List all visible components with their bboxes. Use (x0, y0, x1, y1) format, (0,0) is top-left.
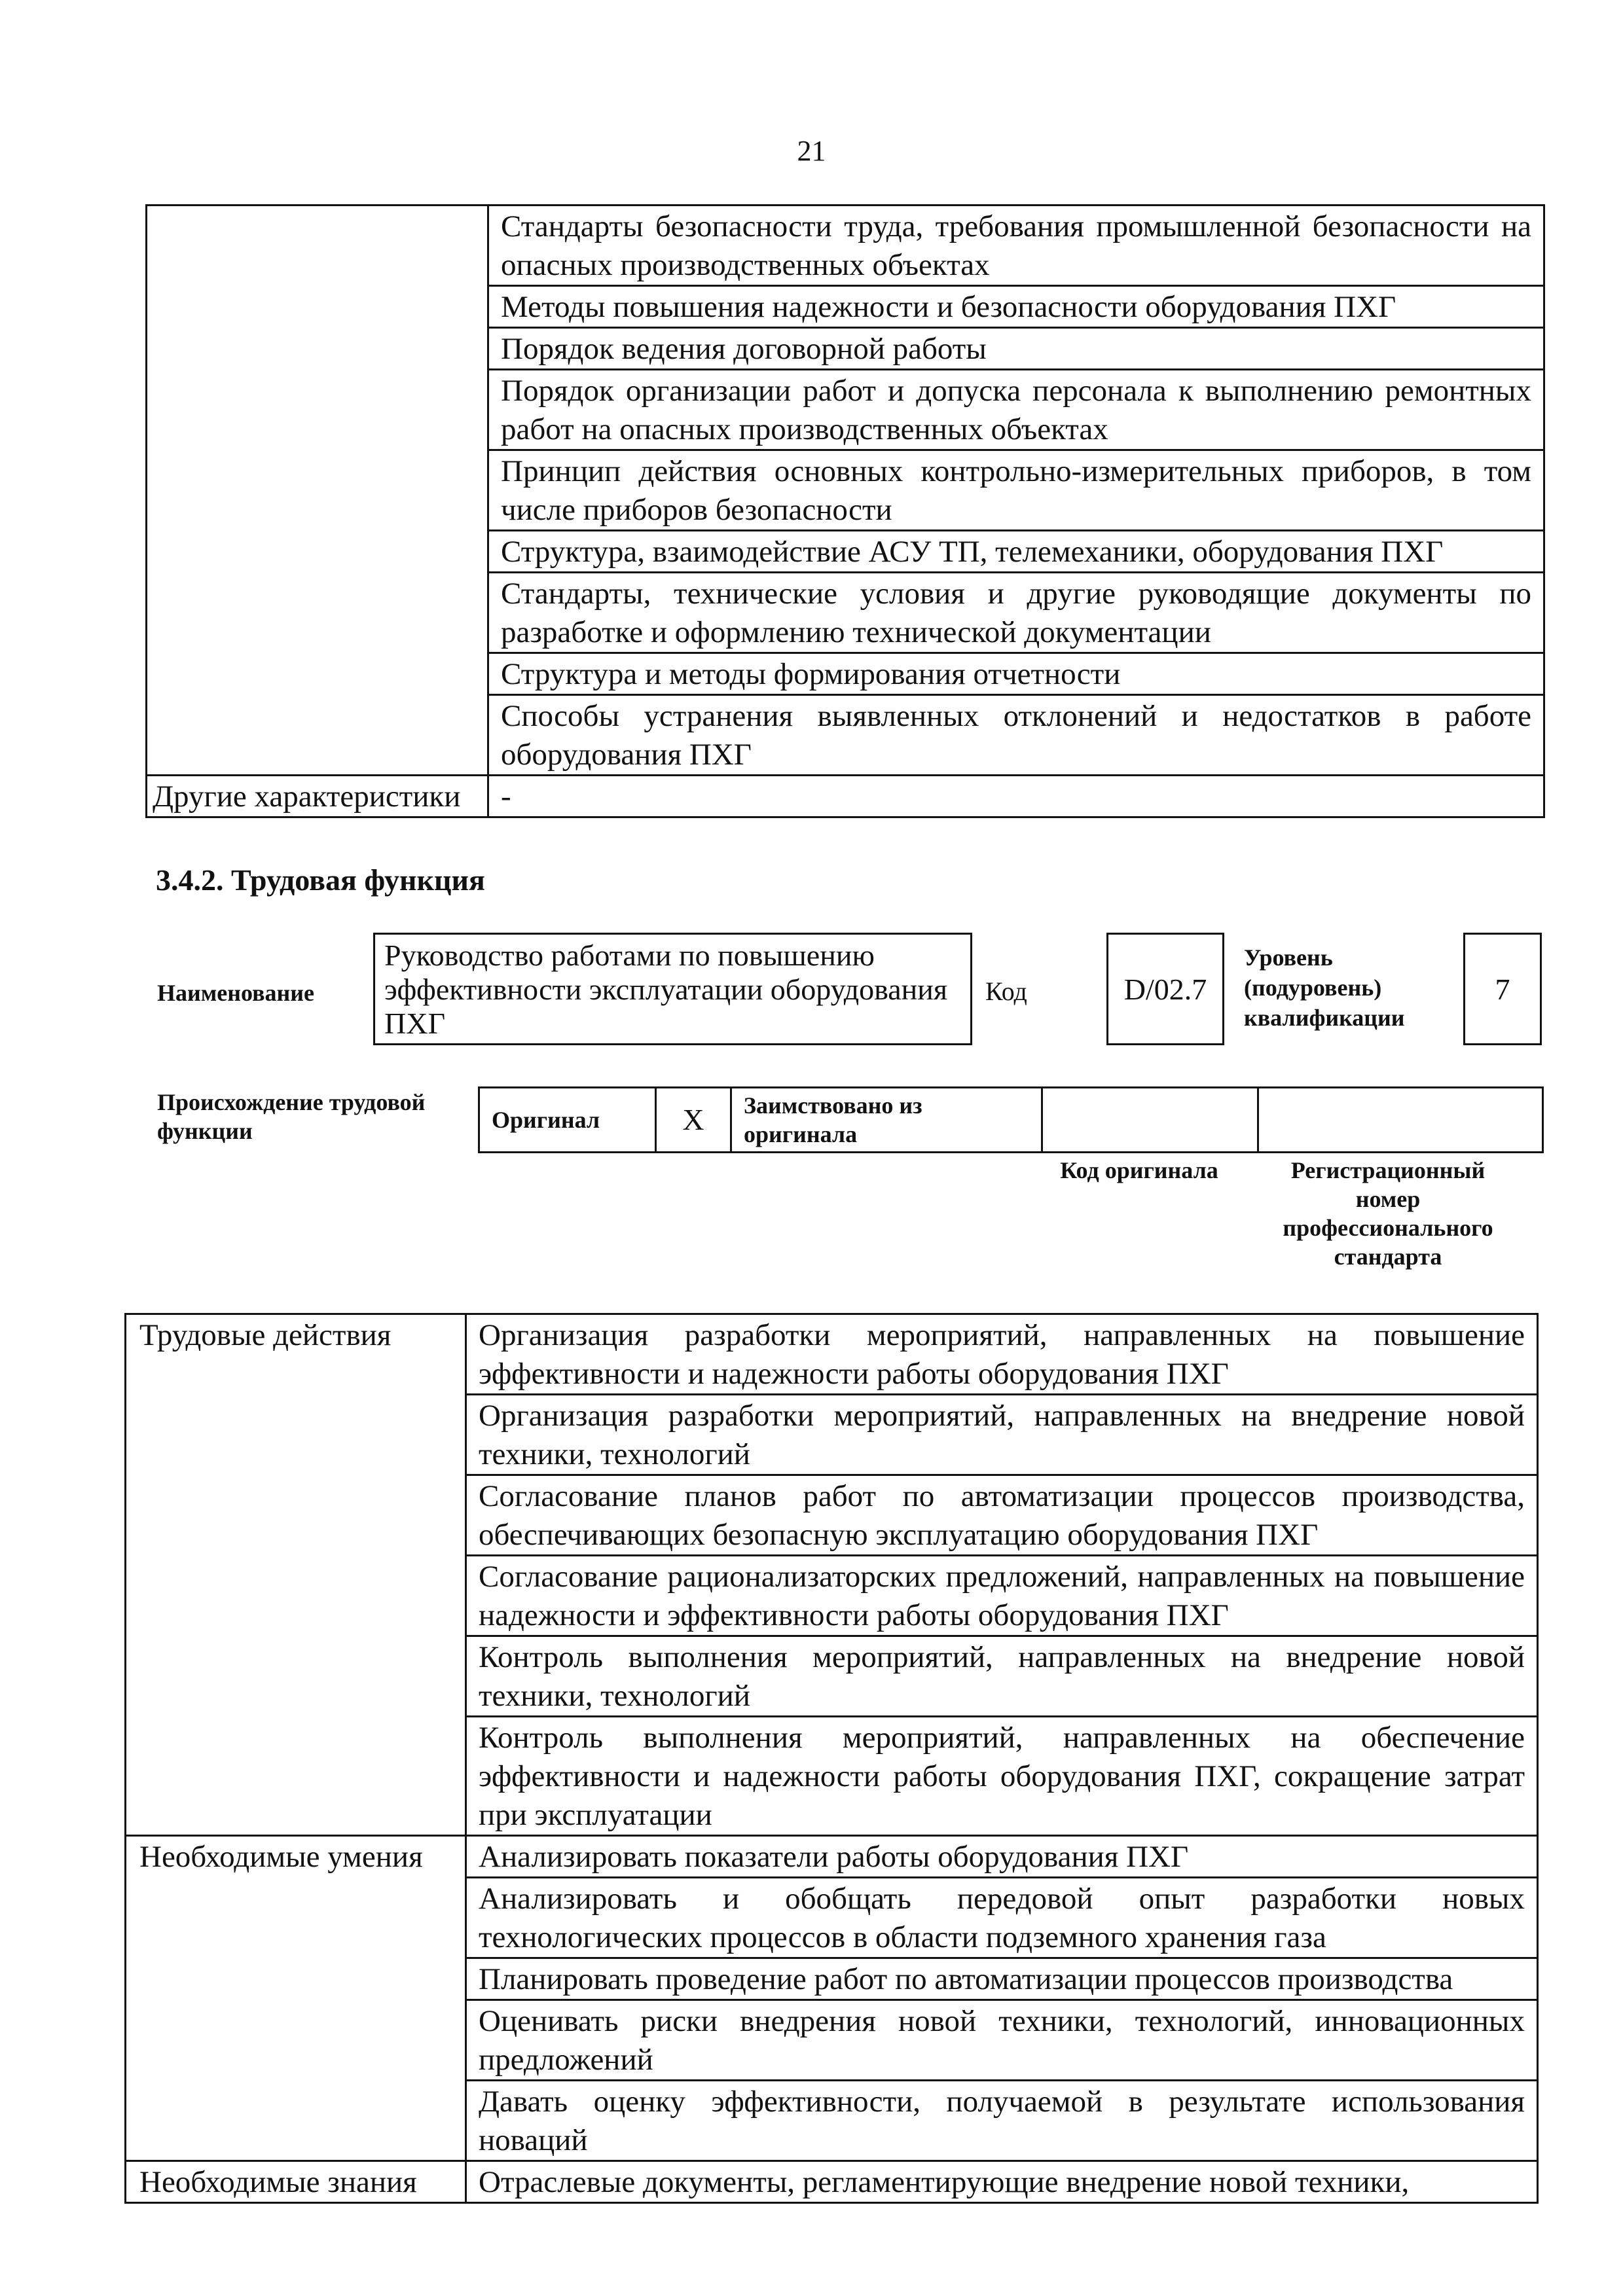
table-row-label: Другие характеристики (147, 776, 488, 817)
table-cell: Структура, взаимодействие АСУ ТП, телемеханики, оборудования ПХГ (488, 531, 1544, 573)
table-cell: Стандарты безопасности труда, требования промышленной безопасности на опасных производственных объектах (488, 206, 1544, 286)
group-header-actions: Трудовые действия (126, 1314, 466, 1836)
section-heading: 3.4.2. Трудовая функция (156, 863, 485, 897)
group-header-skills: Необходимые умения (126, 1836, 466, 2161)
table-cell: Принцип действия основных контрольно-измерительных приборов, в том числе приборов безопасности (488, 450, 1544, 531)
table-row (126, 1836, 1538, 1878)
table-row (126, 1314, 1538, 1395)
qualification-level-label: Уровень (подуровень) квалификации (1244, 944, 1405, 1031)
original-mark: Х (656, 1088, 731, 1153)
table-cell: Анализировать и обобщать передовой опыт разработки новых технологических процессов в области подземного хранения газа (466, 1878, 1538, 1958)
origin-label: Происхождение трудовой функции (157, 1089, 426, 1144)
table-cell: Согласование планов работ по автоматизации процессов производства, обеспечивающих безопасную эксплуатацию оборудования ПХГ (466, 1475, 1538, 1556)
table-cell: - (488, 776, 1544, 817)
name-label: Наименование (157, 980, 314, 1006)
table-row (126, 2161, 1538, 2203)
function-name-box: Руководство работами по повышению эффективности эксплуатации оборудования ПХГ (373, 933, 972, 1045)
page-number: 21 (797, 135, 826, 167)
origin-row (479, 1088, 1543, 1153)
code-label: Код (985, 977, 1027, 1006)
table-cell: Структура и методы формирования отчетности (488, 653, 1544, 695)
function-code-value: D/02.7 (1123, 972, 1207, 1006)
function-code-box (1106, 933, 1224, 1045)
borrowed-label: Заимствовано из оригинала (731, 1088, 1042, 1153)
code-original-cell (1042, 1088, 1258, 1153)
group-header-knowledge: Необходимые знания (126, 2161, 466, 2203)
table-cell: Контроль выполнения мероприятий, направленных на внедрение новой техники, технологий (466, 1636, 1538, 1717)
table-cell: Организация разработки мероприятий, направленных на внедрение новой техники, технологий (466, 1395, 1538, 1475)
qualification-level-value: 7 (1495, 972, 1510, 1006)
table-cell: Порядок ведения договорной работы (488, 328, 1544, 370)
qualification-level-box (1463, 933, 1542, 1045)
table-cell-empty (147, 206, 488, 776)
table-cell: Методы повышения надежности и безопасности оборудования ПХГ (488, 286, 1544, 328)
table-cell: Способы устранения выявленных отклонений и недостатков в работе оборудования ПХГ (488, 695, 1544, 776)
table-cell: Организация разработки мероприятий, направленных на повышение эффективности и надежности работы оборудования ПХГ (466, 1314, 1538, 1395)
table-row (147, 206, 1544, 286)
table-cell: Отраслевые документы, регламентирующие внедрение новой техники, (466, 2161, 1538, 2203)
table-cell: Согласование рационализаторских предложений, направленных на повышение надежности и эффективности работы оборудования ПХГ (466, 1556, 1538, 1636)
table-row (147, 776, 1544, 817)
table-cell: Анализировать показатели работы оборудования ПХГ (466, 1836, 1538, 1878)
origin-table (478, 1086, 1544, 1153)
table-cell: Планировать проведение работ по автоматизации процессов производства (466, 1958, 1538, 2000)
reg-number-caption: Регистрационный номер профессионального стандарта (1283, 1157, 1493, 1270)
table-cell: Давать оценку эффективности, получаемой в результате использования новаций (466, 2081, 1538, 2161)
table-cell: Стандарты, технические условия и другие руководящие документы по разработке и оформлению технической документации (488, 573, 1544, 653)
labor-function-table (124, 1313, 1539, 2204)
table-cell: Оценивать риски внедрения новой техники, технологий, инновационных предложений (466, 2000, 1538, 2081)
reg-number-cell (1258, 1088, 1543, 1153)
table-cell: Порядок организации работ и допуска персонала к выполнению ремонтных работ на опасных производственных объектах (488, 370, 1544, 450)
code-original-caption: Код оригинала (1060, 1157, 1218, 1183)
original-label: Оригинал (479, 1088, 656, 1153)
knowledge-table-continued (145, 204, 1545, 818)
table-cell: Контроль выполнения мероприятий, направленных на обеспечение эффективности и надежности работы оборудования ПХГ, сокращение затрат при эксплуатации (466, 1717, 1538, 1836)
